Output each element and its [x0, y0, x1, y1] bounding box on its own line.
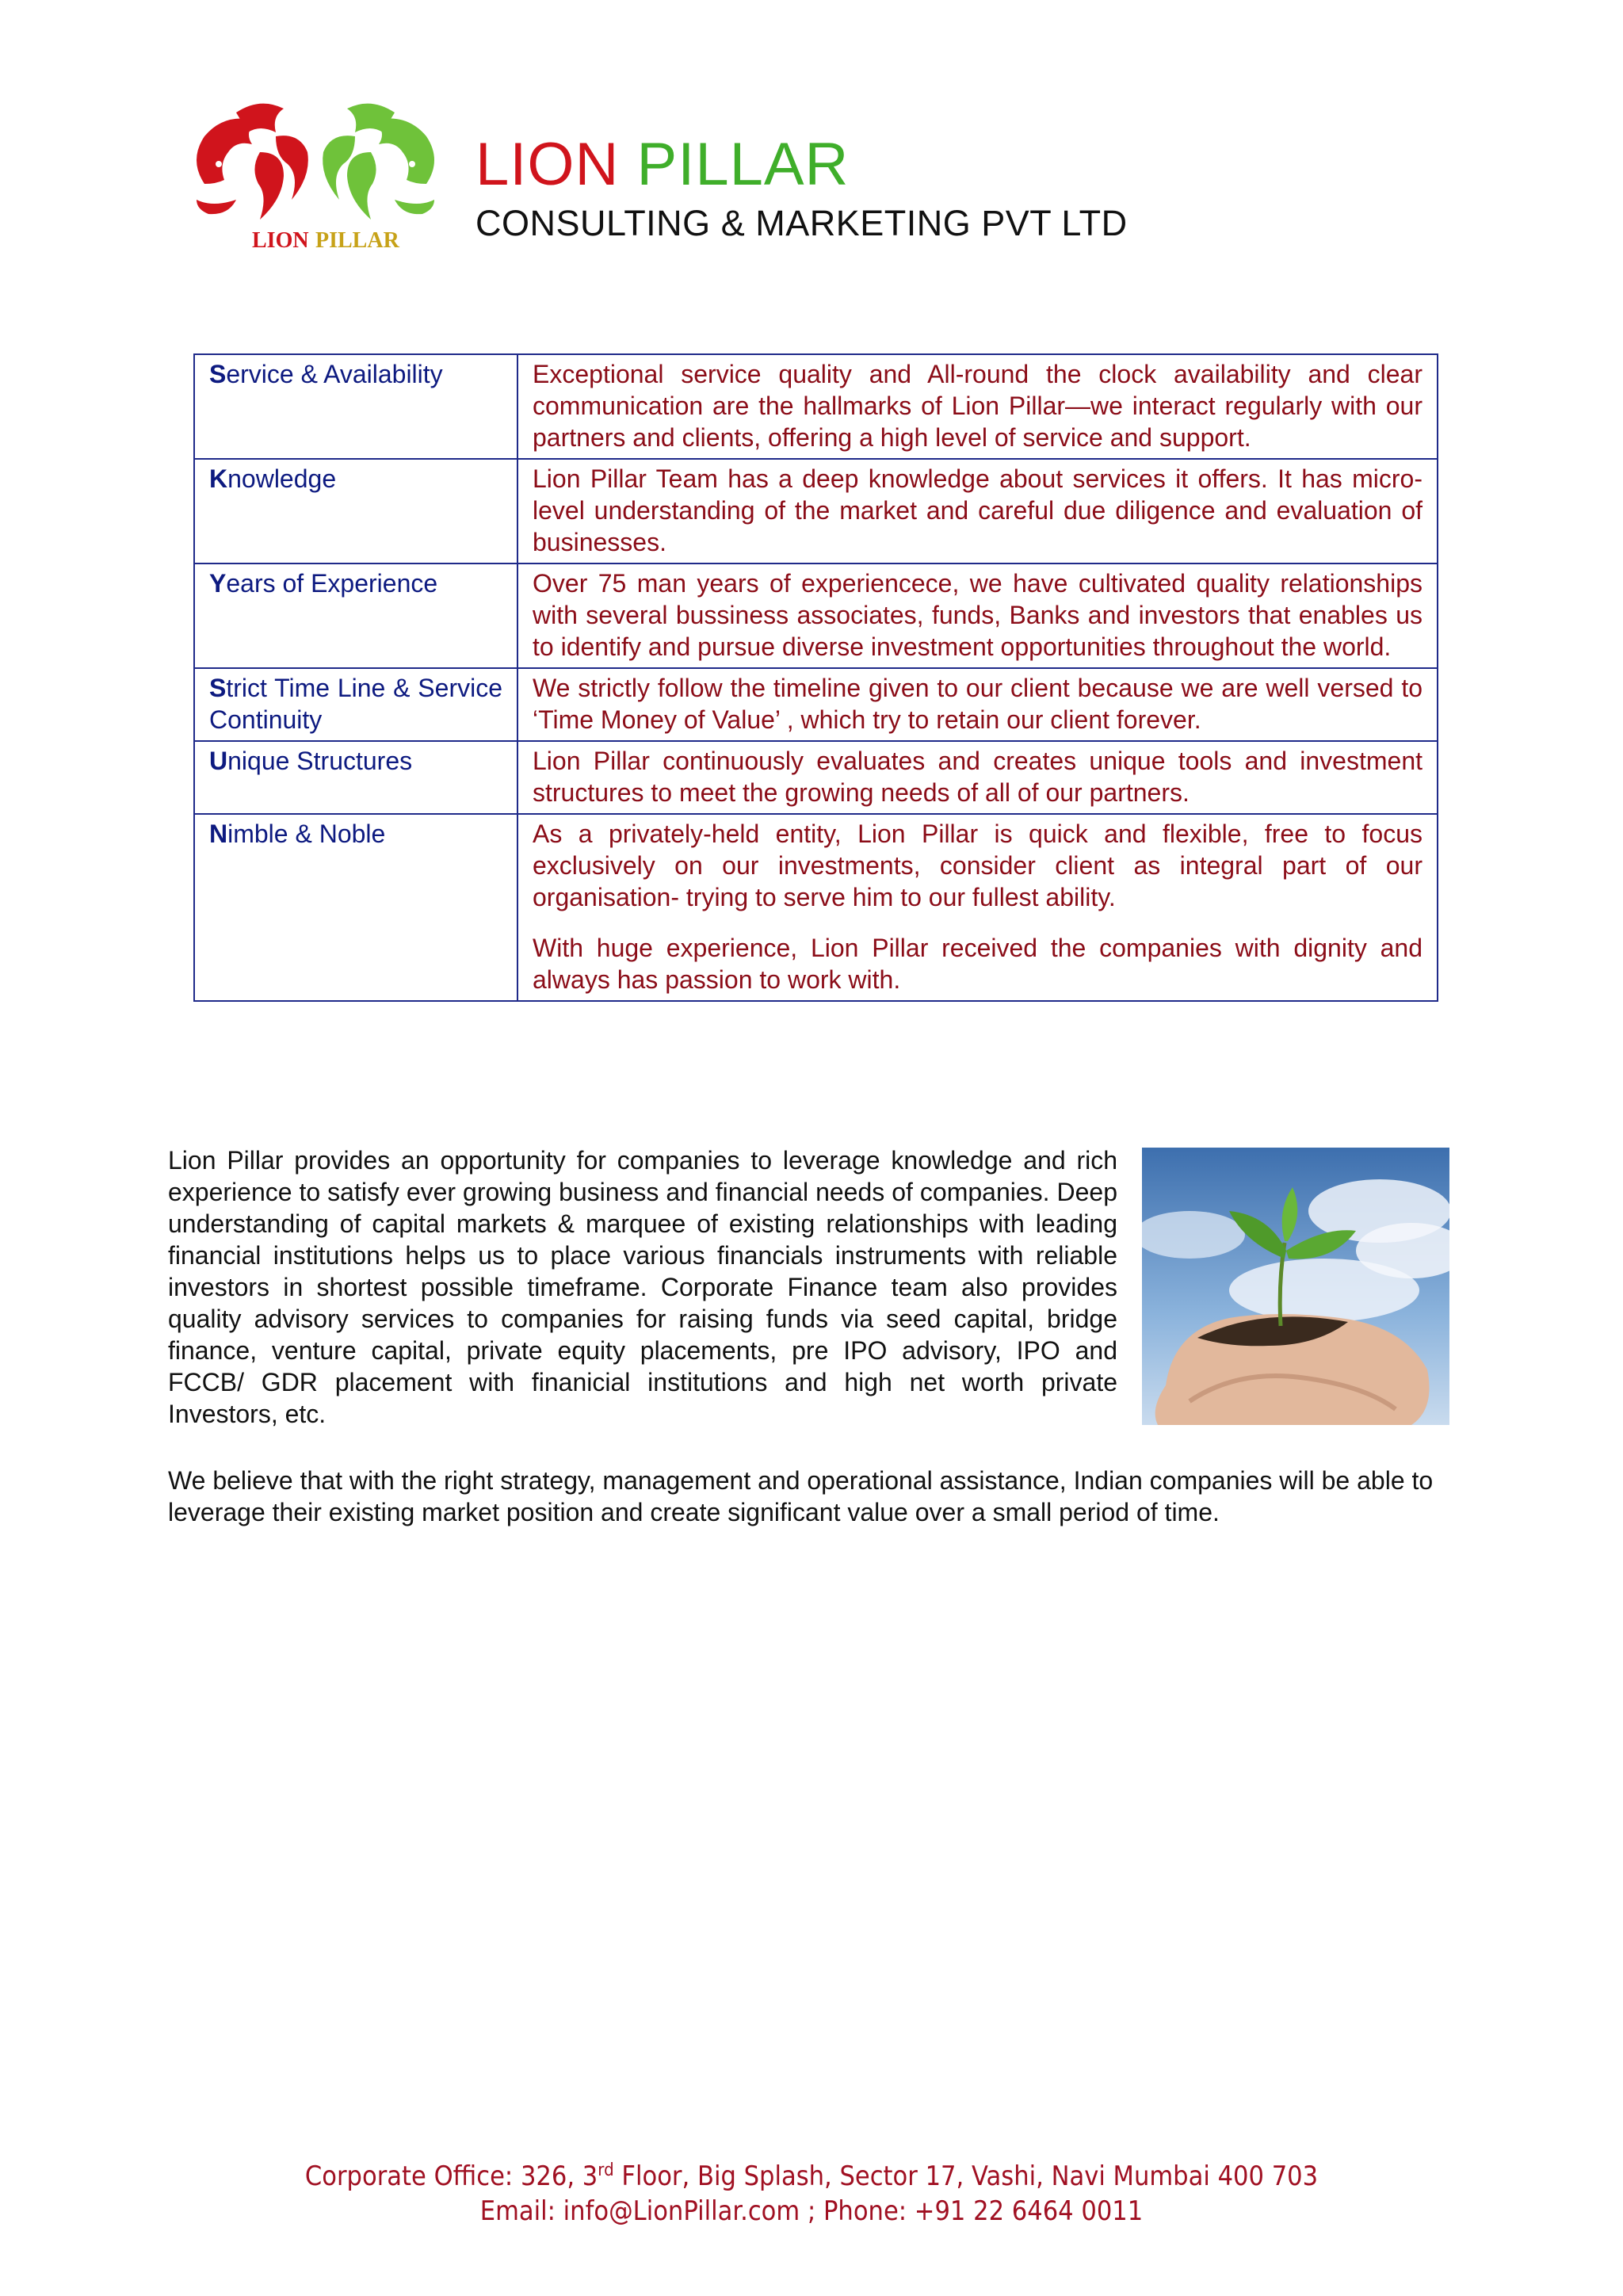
footer-address-part2: Floor, Big Splash, Sector 17, Vashi, Navi Mumbai 400 703 — [613, 2160, 1319, 2192]
footer — [81, 2159, 1541, 2229]
table-key-cell — [194, 354, 517, 459]
logo-caption-lion: LION — [252, 228, 309, 253]
table-value-text: As a privately-held entity, Lion Pillar is quick and flexible, free to focus exclusively on our investments, consider client as integral part of our organisation- trying to serve him to our fullest ability. — [533, 819, 1423, 911]
footer-address — [81, 2159, 1541, 2194]
table-value-text: Over 75 man years of experiencece, we have cultivated quality relationships with several bussiness associates, funds, Banks and investors that enables us to identify and pursue diverse investment opportunities throughout the world. — [533, 569, 1423, 661]
table-value-text: Exceptional service quality and All-round the clock availability and clear communication are the hallmarks of Lion Pillar—we interact regularly with our partners and clients, offering a high level of service and support. — [533, 360, 1423, 452]
table-key-text — [209, 460, 502, 499]
brand-block — [475, 133, 1128, 246]
table-key-text — [209, 815, 502, 854]
table-key-rest: nowledge — [227, 464, 337, 493]
table-key-text — [209, 564, 502, 604]
table-key-cell — [194, 459, 517, 563]
table-key-cell — [194, 563, 517, 668]
table-key-cell — [194, 741, 517, 814]
table-row — [194, 459, 1438, 563]
table-key-initial: U — [209, 747, 228, 775]
table-row — [194, 354, 1438, 459]
table-key-rest: trict Time Line & Service Continuity — [209, 674, 502, 734]
footer-contact: Email: info@LionPillar.com ; Phone: +91 22 6464 0011 — [479, 2195, 1144, 2227]
table-key-text — [209, 742, 502, 781]
table-value-cell — [517, 741, 1438, 814]
table-key-initial: S — [209, 360, 227, 388]
values-table-body — [194, 354, 1438, 1001]
footer-address-part1: Corporate Office: 326, 3 — [304, 2160, 598, 2192]
footer-address-sup: rd — [598, 2160, 614, 2180]
table-row — [194, 741, 1438, 814]
intro-paragraph: Lion Pillar provides an opportunity for companies to leverage knowledge and rich experience to satisfy ever growing business and financial needs of companies. Deep understanding of capital markets & marquee of existing relationships with leading financial institutions helps us to place various financials instruments with reliable investors in shortest possible timeframe. Corporate Finance team also provides quality advisory services to companies for raising funds via seed capital, bridge finance, venture capital, private equity placements, pre IPO advisory, IPO and FCCB/ GDR placement with finanicial institutions and high net worth private Investors, etc. — [168, 1146, 1117, 1428]
closing-paragraph: We believe that with the right strategy, management and operational assistance, Indian companies will be able to leverage their existing market position and create significant value over a small period of time. — [168, 1466, 1434, 1526]
plant-in-hands-photo — [1142, 1148, 1449, 1425]
table-key-rest: nique Structures — [227, 747, 413, 775]
table-key-initial: N — [209, 819, 228, 848]
table-key-initial: K — [209, 464, 228, 493]
table-row — [194, 814, 1438, 1001]
table-key-rest: imble & Noble — [227, 819, 386, 848]
table-value-text: Lion Pillar continuously evaluates and creates unique tools and investment structures to meet the growing needs of all of our partners. — [533, 747, 1423, 807]
table-value-cell — [517, 814, 1438, 1001]
table-value-text: Lion Pillar Team has a deep knowledge about services it offers. It has micro-level understanding of the market and careful due diligence and evaluation of businesses. — [533, 464, 1423, 556]
brand-subtitle: CONSULTING & MARKETING PVT LTD — [475, 203, 1128, 243]
table-value-cell — [517, 459, 1438, 563]
table-row — [194, 563, 1438, 668]
green-lion-icon — [323, 104, 434, 220]
values-table — [193, 353, 1438, 1002]
table-key-rest: ervice & Availability — [226, 360, 443, 388]
table-value-text: We strictly follow the timeline given to our client because we are well versed to ‘Time Money of Value’ , which try to retain our client forever. — [533, 674, 1423, 734]
table-value-text: With huge experience, Lion Pillar received the companies with dignity and always has passion to work with. — [533, 934, 1423, 994]
table-value-cell — [517, 563, 1438, 668]
red-lion-icon — [197, 104, 308, 220]
lion-pillar-logo — [181, 89, 450, 255]
brand-pillar: PILLAR — [636, 131, 850, 198]
table-key-initial: Y — [209, 569, 227, 598]
table-key-rest: ears of Experience — [226, 569, 438, 598]
table-key-cell — [194, 668, 517, 741]
brand-name — [475, 133, 1128, 197]
table-value-cell — [517, 668, 1438, 741]
table-value-cell — [517, 354, 1438, 459]
table-key-text — [209, 355, 502, 395]
table-row — [194, 668, 1438, 741]
logo-caption-pillar: PILLAR — [315, 228, 399, 253]
brand-lion: LION — [475, 131, 620, 198]
table-key-initial: S — [209, 674, 227, 702]
table-key-cell — [194, 814, 517, 1001]
table-key-text — [209, 669, 502, 740]
